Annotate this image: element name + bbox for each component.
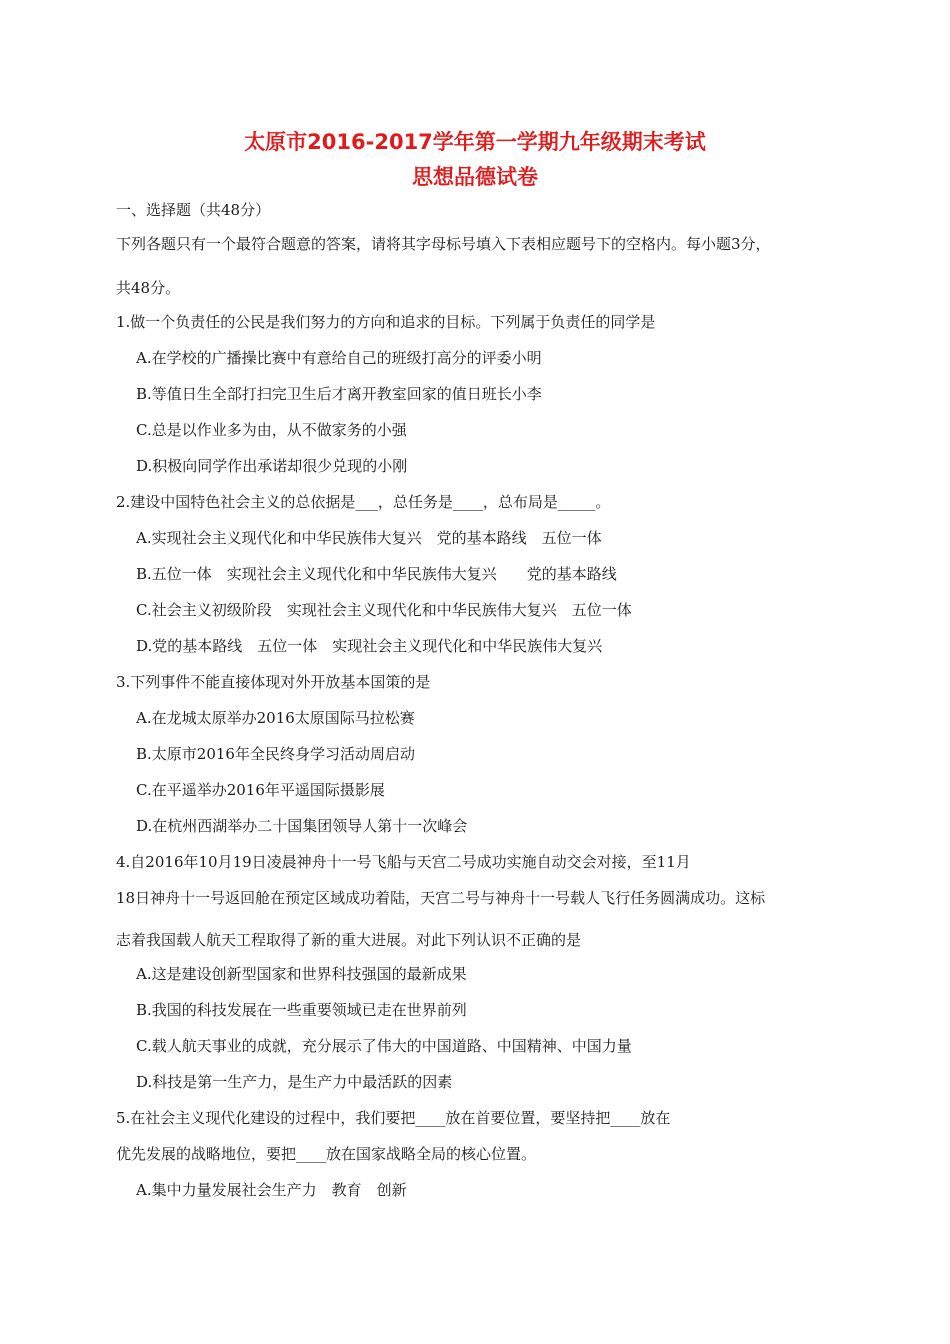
question-5-stem-line-2: 优先发展的战略地位，要把____放在国家战略全局的核心位置。 (116, 1145, 537, 1163)
question-4-option-c: C.载人航天事业的成就，充分展示了伟大的中国道路、中国精神、中国力量 (136, 1037, 632, 1055)
question-2-stem: 2.建设中国特色社会主义的总依据是___，总任务是____，总布局是_____。 (116, 493, 611, 511)
question-1-option-b: B.等值日生全部打扫完卫生后才离开教室回家的值日班长小李 (136, 385, 542, 403)
question-1-option-d: D.积极向同学作出承诺却很少兑现的小刚 (136, 457, 408, 475)
question-3-option-b: B.太原市2016年全民终身学习活动周启动 (136, 745, 415, 763)
instructions-line-1: 下列各题只有一个最符合题意的答案，请将其字母标号填入下表相应题号下的空格内。每小题3分， (116, 235, 771, 253)
section-heading: 一、选择题（共48分） (116, 201, 271, 219)
question-4-stem-line-3: 志着我国载人航天工程取得了新的重大进展。对此下列认识不正确的是 (116, 931, 582, 949)
exam-title: 太原市2016-2017学年第一学期九年级期末考试 (244, 130, 706, 154)
question-1-stem: 1.做一个负责任的公民是我们努力的方向和追求的目标。下列属于负责任的同学是 (116, 313, 656, 331)
question-1-option-c: C.总是以作业多为由，从不做家务的小强 (136, 421, 407, 439)
question-3-option-a: A.在龙城太原举办2016太原国际马拉松赛 (136, 709, 415, 727)
question-2-option-d: D.党的基本路线 五位一体 实现社会主义现代化和中华民族伟大复兴 (136, 637, 603, 655)
question-4-option-b: B.我国的科技发展在一些重要领域已走在世界前列 (136, 1001, 467, 1019)
question-4-stem-line-1: 4.自2016年10月19日凌晨神舟十一号飞船与天宫二号成功实施自动交会对接，至11月 (116, 853, 691, 871)
question-2-option-c: C.社会主义初级阶段 实现社会主义现代化和中华民族伟大复兴 五位一体 (136, 601, 632, 619)
exam-subtitle: 思想品德试卷 (412, 165, 538, 189)
instructions-line-2: 共48分。 (116, 279, 181, 297)
question-4-stem-line-2: 18日神舟十一号返回舱在预定区域成功着陆，天宫二号与神舟十一号载人飞行任务圆满成功。这标 (116, 889, 766, 907)
question-3-stem: 3.下列事件不能直接体现对外开放基本国策的是 (116, 673, 431, 691)
question-3-option-d: D.在杭州西湖举办二十国集团领导人第十一次峰会 (136, 817, 468, 835)
question-3-option-c: C.在平遥举办2016年平遥国际摄影展 (136, 781, 385, 799)
question-2-option-a: A.实现社会主义现代化和中华民族伟大复兴 党的基本路线 五位一体 (136, 529, 602, 547)
question-2-option-b: B.五位一体 实现社会主义现代化和中华民族伟大复兴 党的基本路线 (136, 565, 617, 583)
question-1-option-a: A.在学校的广播操比赛中有意给自己的班级打高分的评委小明 (136, 349, 542, 367)
question-4-option-a: A.这是建设创新型国家和世界科技强国的最新成果 (136, 965, 467, 983)
question-5-option-a: A.集中力量发展社会生产力 教育 创新 (136, 1181, 407, 1199)
question-4-option-d: D.科技是第一生产力，是生产力中最活跃的因素 (136, 1073, 453, 1091)
question-5-stem-line-1: 5.在社会主义现代化建设的过程中，我们要把____放在首要位置，要坚持把____放在 (116, 1109, 671, 1127)
